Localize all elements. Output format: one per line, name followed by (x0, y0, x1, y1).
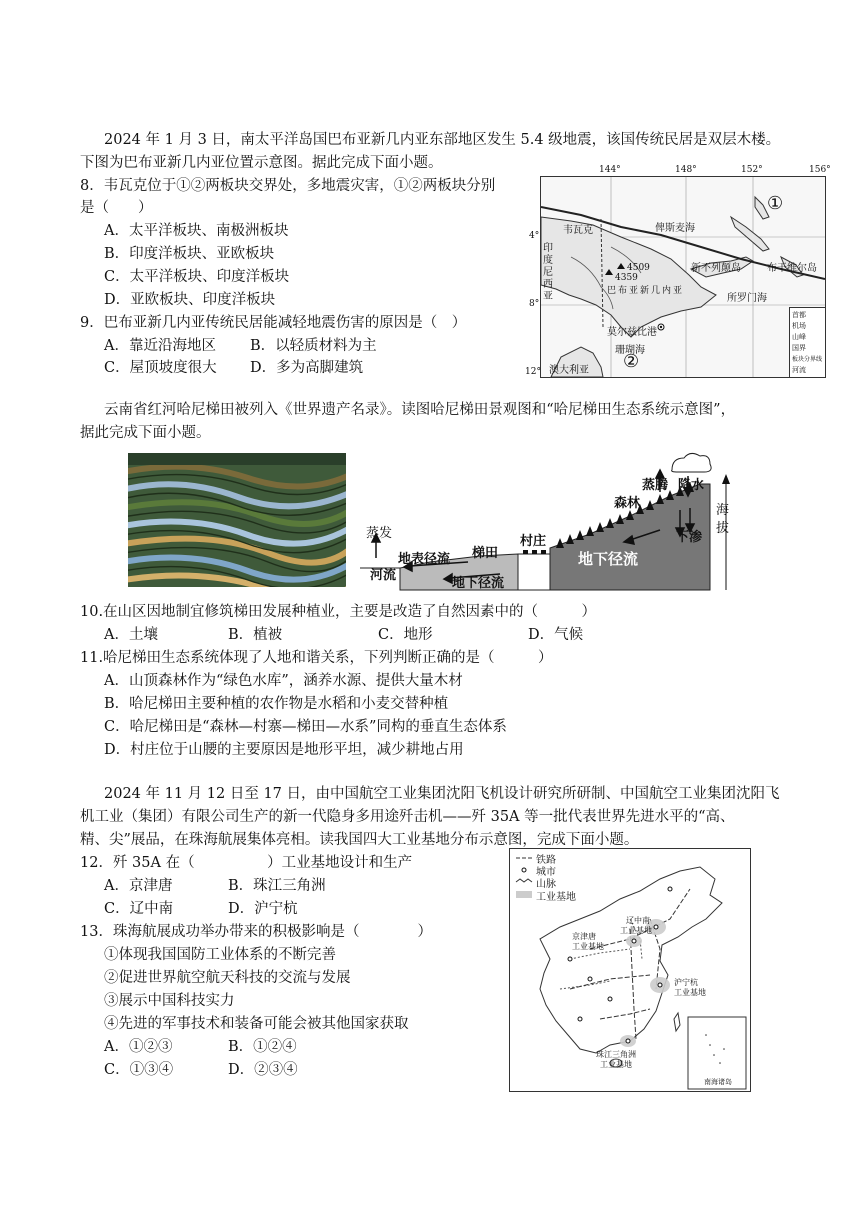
q13-option-b[interactable]: B．①②④ (228, 1039, 297, 1055)
lon-156: 156° (809, 165, 831, 175)
q9-option-c[interactable]: C．屋顶坡度很大 (104, 360, 217, 376)
label-forest: 森林 (614, 496, 641, 511)
label-evaporation: 蒸发 (366, 526, 393, 541)
png-country-label: 巴布亚新几内亚 (607, 286, 685, 296)
legend-industrial-base: 工业基地 (536, 892, 576, 903)
q9-option-d[interactable]: D．多为高脚建筑 (250, 360, 364, 376)
sec3-intro-line3: 精、尖”展品，在珠海航展集体亮相。读我国四大工业基地分布示意图，完成下面小题。 (80, 832, 639, 848)
legend-peak: 山峰 (792, 333, 806, 341)
peak-4359-label: 4359 (615, 273, 638, 283)
lat-4: 4° (529, 231, 540, 241)
legend-mountain: 山脉 (536, 879, 556, 890)
q11-option-b[interactable]: B．哈尼梯田主要种植的农作物是水稻和小麦交替种植 (104, 696, 449, 712)
label-liaozhongnan-base: 工业基地 (620, 926, 652, 935)
legend-railway: 铁路 (536, 855, 556, 866)
lat-8: 8° (529, 299, 540, 309)
indonesia-label: 印度尼西亚 (543, 243, 553, 302)
sec3-intro-line2: 机工业（集团）有限公司生产的新一代隐身多用途歼击机——歼 35A 等一批代表世界先进水平的“高、 (80, 809, 735, 825)
q11-option-c[interactable]: C．哈尼梯田是“森林—村寨—梯田—水系”同构的垂直生态体系 (104, 719, 507, 735)
q8-stem-line2: 是（ ） (80, 200, 153, 216)
q10-option-b[interactable]: B．植被 (228, 627, 283, 643)
q10-option-c[interactable]: C．地形 (378, 627, 433, 643)
q10-option-d[interactable]: D．气候 (528, 627, 584, 643)
label-jingjintang-base: 工业基地 (572, 942, 604, 951)
label-terrace: 梯田 (472, 546, 499, 561)
label-underground-runoff-2: 地下径流 (578, 550, 639, 568)
label-huningshang: 沪宁杭 (674, 978, 698, 987)
png-location-map (525, 165, 831, 378)
q8-stem-line1: 8．韦瓦克位于①②两板块交界处，多地震灾害，①②两板块分别 (80, 178, 496, 194)
q8-option-b[interactable]: B．印度洋板块、亚欧板块 (104, 246, 275, 262)
plate-1-label: ① (767, 193, 784, 214)
lon-152: 152° (741, 165, 763, 175)
legend-plate-boundary: 板块分界线 (792, 356, 823, 363)
q12-option-a[interactable]: A．京津唐 (104, 878, 173, 894)
q12-option-b[interactable]: B．珠江三角洲 (228, 878, 326, 894)
q11-stem: 11.哈尼梯田生态系统体现了人地和谐关系，下列判断正确的是（ ） (80, 650, 553, 666)
label-zhusanjiao-base: 工业基地 (600, 1060, 632, 1069)
bismarck-sea-label: 俾斯麦海 (655, 223, 695, 234)
sec1-intro-line2: 下图为巴布亚新几内亚位置示意图。据此完成下面小题。 (80, 155, 443, 171)
label-underground-runoff-1: 地下径流 (452, 576, 505, 591)
map-legend (789, 307, 825, 377)
solomon-sea-label: 所罗门海 (727, 293, 767, 304)
coral-sea-label: 珊瑚海 (615, 345, 645, 356)
label-huningshang-base: 工业基地 (674, 988, 706, 997)
sec3-intro-line1: 2024 年 11 月 12 日至 17 日，由中国航空工业集团沈阳飞机设计研究所研制、中国航空工业集团沈阳飞 (104, 786, 780, 802)
china-industrial-base-map (509, 848, 751, 1092)
lon-148: 148° (675, 165, 697, 175)
q9-stem: 9．巴布亚新几内亚传统民居能减轻地震伤害的原因是（ ） (80, 315, 467, 331)
label-liaozhongnan: 辽中南 (626, 916, 650, 925)
q10-option-a[interactable]: A．土壤 (104, 627, 158, 643)
lat-12: 12° (525, 367, 541, 377)
q13-option-d[interactable]: D．②③④ (228, 1062, 298, 1078)
q12-stem: 12．歼 35A 在（ ）工业基地设计和生产 (80, 855, 413, 871)
plate-2-label: ② (623, 351, 640, 372)
q13-item-2: ②促进世界航空航天科技的交流与发展 (104, 970, 351, 986)
label-transpiration: 蒸腾 (642, 478, 669, 493)
q11-option-d[interactable]: D．村庄位于山腰的主要原因是地形平坦，减少耕地占用 (104, 742, 464, 758)
sec2-intro-line2: 据此完成下面小题。 (80, 425, 211, 441)
q10-stem: 10.在山区因地制宜修筑梯田发展种植业，主要是改造了自然因素中的（ ） (80, 604, 597, 620)
label-river: 河流 (370, 568, 397, 583)
q9-option-a[interactable]: A．靠近沿海地区 (104, 338, 216, 354)
q12-option-c[interactable]: C．辽中南 (104, 901, 174, 917)
australia-label: 澳大利亚 (549, 365, 589, 376)
label-altitude: 海拔 (716, 503, 730, 536)
lon-144: 144° (599, 165, 621, 175)
legend-border: 国界 (792, 344, 806, 352)
hani-ecosystem-diagram (360, 450, 740, 592)
label-village: 村庄 (520, 534, 547, 549)
legend-river: 河流 (792, 366, 806, 374)
q8-option-d[interactable]: D．亚欧板块、印度洋板块 (104, 292, 276, 308)
terrace-photo (128, 453, 346, 587)
sec1-intro-line1: 2024 年 1 月 3 日，南太平洋岛国巴布亚新几内亚东部地区发生 5.4 级地震，该国传统民居是双层木楼。 (104, 132, 781, 148)
bougainville-label: 布干维尔岛 (767, 263, 817, 274)
q13-stem: 13．珠海航展成功举办带来的积极影响是（ ） (80, 924, 432, 940)
legend-city: 城市 (536, 867, 556, 878)
label-infiltration: 下渗 (676, 530, 703, 545)
q8-option-c[interactable]: C．太平洋板块、印度洋板块 (104, 269, 290, 285)
label-south-china-sea-islands: 南海诸岛 (704, 1078, 732, 1086)
label-jingjintang: 京津唐 (572, 932, 596, 941)
q13-item-3: ③展示中国科技实力 (104, 993, 235, 1009)
q12-option-d[interactable]: D．沪宁杭 (228, 901, 298, 917)
q8-option-a[interactable]: A．太平洋板块、南极洲板块 (104, 223, 289, 239)
peak-4509-label: 4509 (627, 263, 650, 273)
label-zhusanjiao: 珠江三角洲 (596, 1050, 636, 1059)
label-surface-runoff: 地表径流 (398, 552, 451, 567)
legend-capital: 首都 (792, 311, 806, 319)
q13-item-1: ①体现我国国防工业体系的不断完善 (104, 947, 336, 963)
q11-option-a[interactable]: A．山顶森林作为“绿色水库”，涵养水源、提供大量木材 (104, 673, 463, 689)
legend-airport: 机场 (792, 322, 806, 330)
new-britain-label: 新不列颠岛 (691, 263, 741, 274)
q13-item-4: ④先进的军事技术和装备可能会被其他国家获取 (104, 1016, 409, 1032)
q13-option-c[interactable]: C．①③④ (104, 1062, 174, 1078)
wewak-label: 韦瓦克 (563, 225, 593, 236)
q13-option-a[interactable]: A．①②③ (104, 1039, 173, 1055)
q9-option-b[interactable]: B．以轻质材料为主 (250, 338, 377, 354)
sec2-intro-line1: 云南省红河哈尼梯田被列入《世界遗产名录》。读图哈尼梯田景观图和“哈尼梯田生态系统示意图”， (104, 402, 736, 418)
label-precipitation: 降水 (678, 478, 705, 493)
port-moresby-label: 莫尔兹比港 (607, 327, 657, 338)
